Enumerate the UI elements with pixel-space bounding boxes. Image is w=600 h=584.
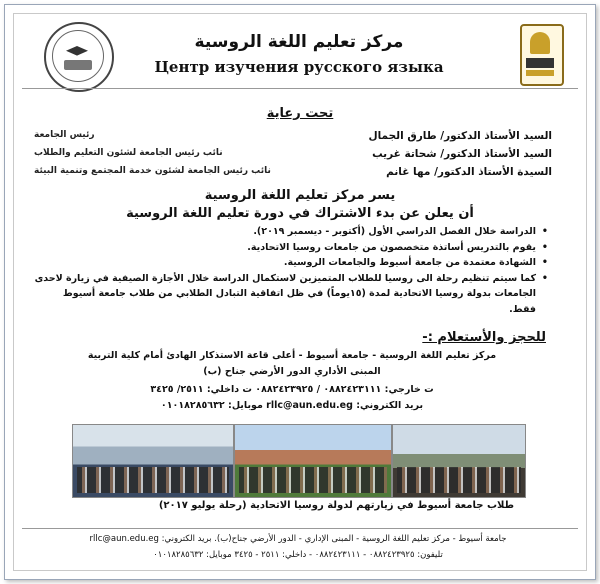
trip-photo (392, 424, 526, 498)
footer-phones: تليفون: ٠٨٨٢٤٢٣٩٢٥ - ٠٨٨٢٤٢٣١١١ - داخلي: ٢٥١١ - ٣٤٢٥ موبايل: ٠١٠١٨٢٨٥٦٣٢ (153, 550, 443, 560)
patron-role: رئيس الجامعة (34, 130, 95, 140)
contact-address: مركز تعليم اللغة الروسية - جامعة أسيوط - أعلى قاعة الاستذكار الهادئ أمام كلية التربية (87, 350, 497, 361)
center-title-russian: Центр изучения русского языка (154, 58, 444, 76)
list-item: • الشهادة معتمدة من جامعة أسيوط والجامعات الروسية. (34, 255, 548, 271)
university-seal-logo (44, 22, 114, 92)
list-item: • الدراسة خلال الفصل الدراسي الأول (أكتوبر - ديسمبر ٢٠١٩). (34, 224, 548, 240)
patron-row (34, 130, 552, 142)
flyer-content (13, 13, 587, 571)
patron-row (34, 148, 552, 160)
booking-heading: للحجز والأستعلام :- (422, 330, 546, 345)
patronage-heading: تحت رعاية (266, 106, 334, 121)
trip-photo (72, 424, 234, 498)
list-item: • كما سيتم تنظيم رحلة الى روسيا للطلاب المتميزين لاستكمال الدراسة خلال الأجازة الصيفية في زيارة لاحدى الجامعات بدولة روسيا الاتحادية لمدة (١٥يوماً) في ظل اتفاقية التبادل الطلابي من طلاب جامعة أسيوط فقط. (34, 271, 548, 318)
patron-role: نائب رئيس الجامعة لشئون خدمة المجتمع وتنمية البيئة (34, 166, 271, 176)
patron-name: السيد الأستاذ الدكتور/ شحاتة غريب (372, 148, 552, 160)
contact-phones: ت خارجي: ٠٨٨٢٤٢٣١١١ / ٠٨٨٢٤٢٣٩٢٥ ت داخلي: ٢٥١١/ ٣٤٢٥ (150, 384, 434, 395)
trip-photo (234, 424, 392, 498)
announcement-line-2: أن يعلن عن بدء الاشتراك في دورة تعليم اللغة الروسية (126, 206, 474, 221)
announcement-line-1: يسر مركز تعليم اللغة الروسية (204, 188, 396, 203)
footer-divider (22, 528, 578, 529)
footer-address: جامعة أسيوط - مركز تعليم اللغة الروسية - المبنى الإداري - الدور الأرضي جناح(ب). بريد الكتروني: rllc@aun.edu.eg (89, 534, 507, 544)
assiut-university-logo (520, 24, 564, 86)
patron-name: السيد الأستاذ الدكتور/ طارق الجمال (368, 130, 552, 142)
patron-role: نائب رئيس الجامعة لشئون التعليم والطلاب (34, 148, 223, 158)
course-details-list (34, 224, 548, 317)
patron-name: السيدة الأستاذ الدكتور/ مها غانم (386, 166, 552, 178)
photo-caption: طلاب جامعة أسيوط في زيارتهم لدولة روسيا الاتحادية (رحلة يوليو ٢٠١٧) (158, 500, 514, 511)
header-divider (22, 88, 578, 89)
list-item: • يقوم بالتدريس أساتذة متخصصون من جامعات روسيا الاتحادية. (34, 240, 548, 256)
contact-address: المبنى الأداري الدور الأرضي جناح (ب) (203, 366, 381, 377)
contact-email: بريد الكتروني: rllc@aun.edu.eg موبايل: ٠١٠١٨٢٨٥٦٣٢ (160, 400, 424, 411)
flyer-frame (4, 4, 596, 580)
patron-row (34, 166, 552, 178)
center-title-arabic: مركز تعليم اللغة الروسية (194, 32, 404, 52)
